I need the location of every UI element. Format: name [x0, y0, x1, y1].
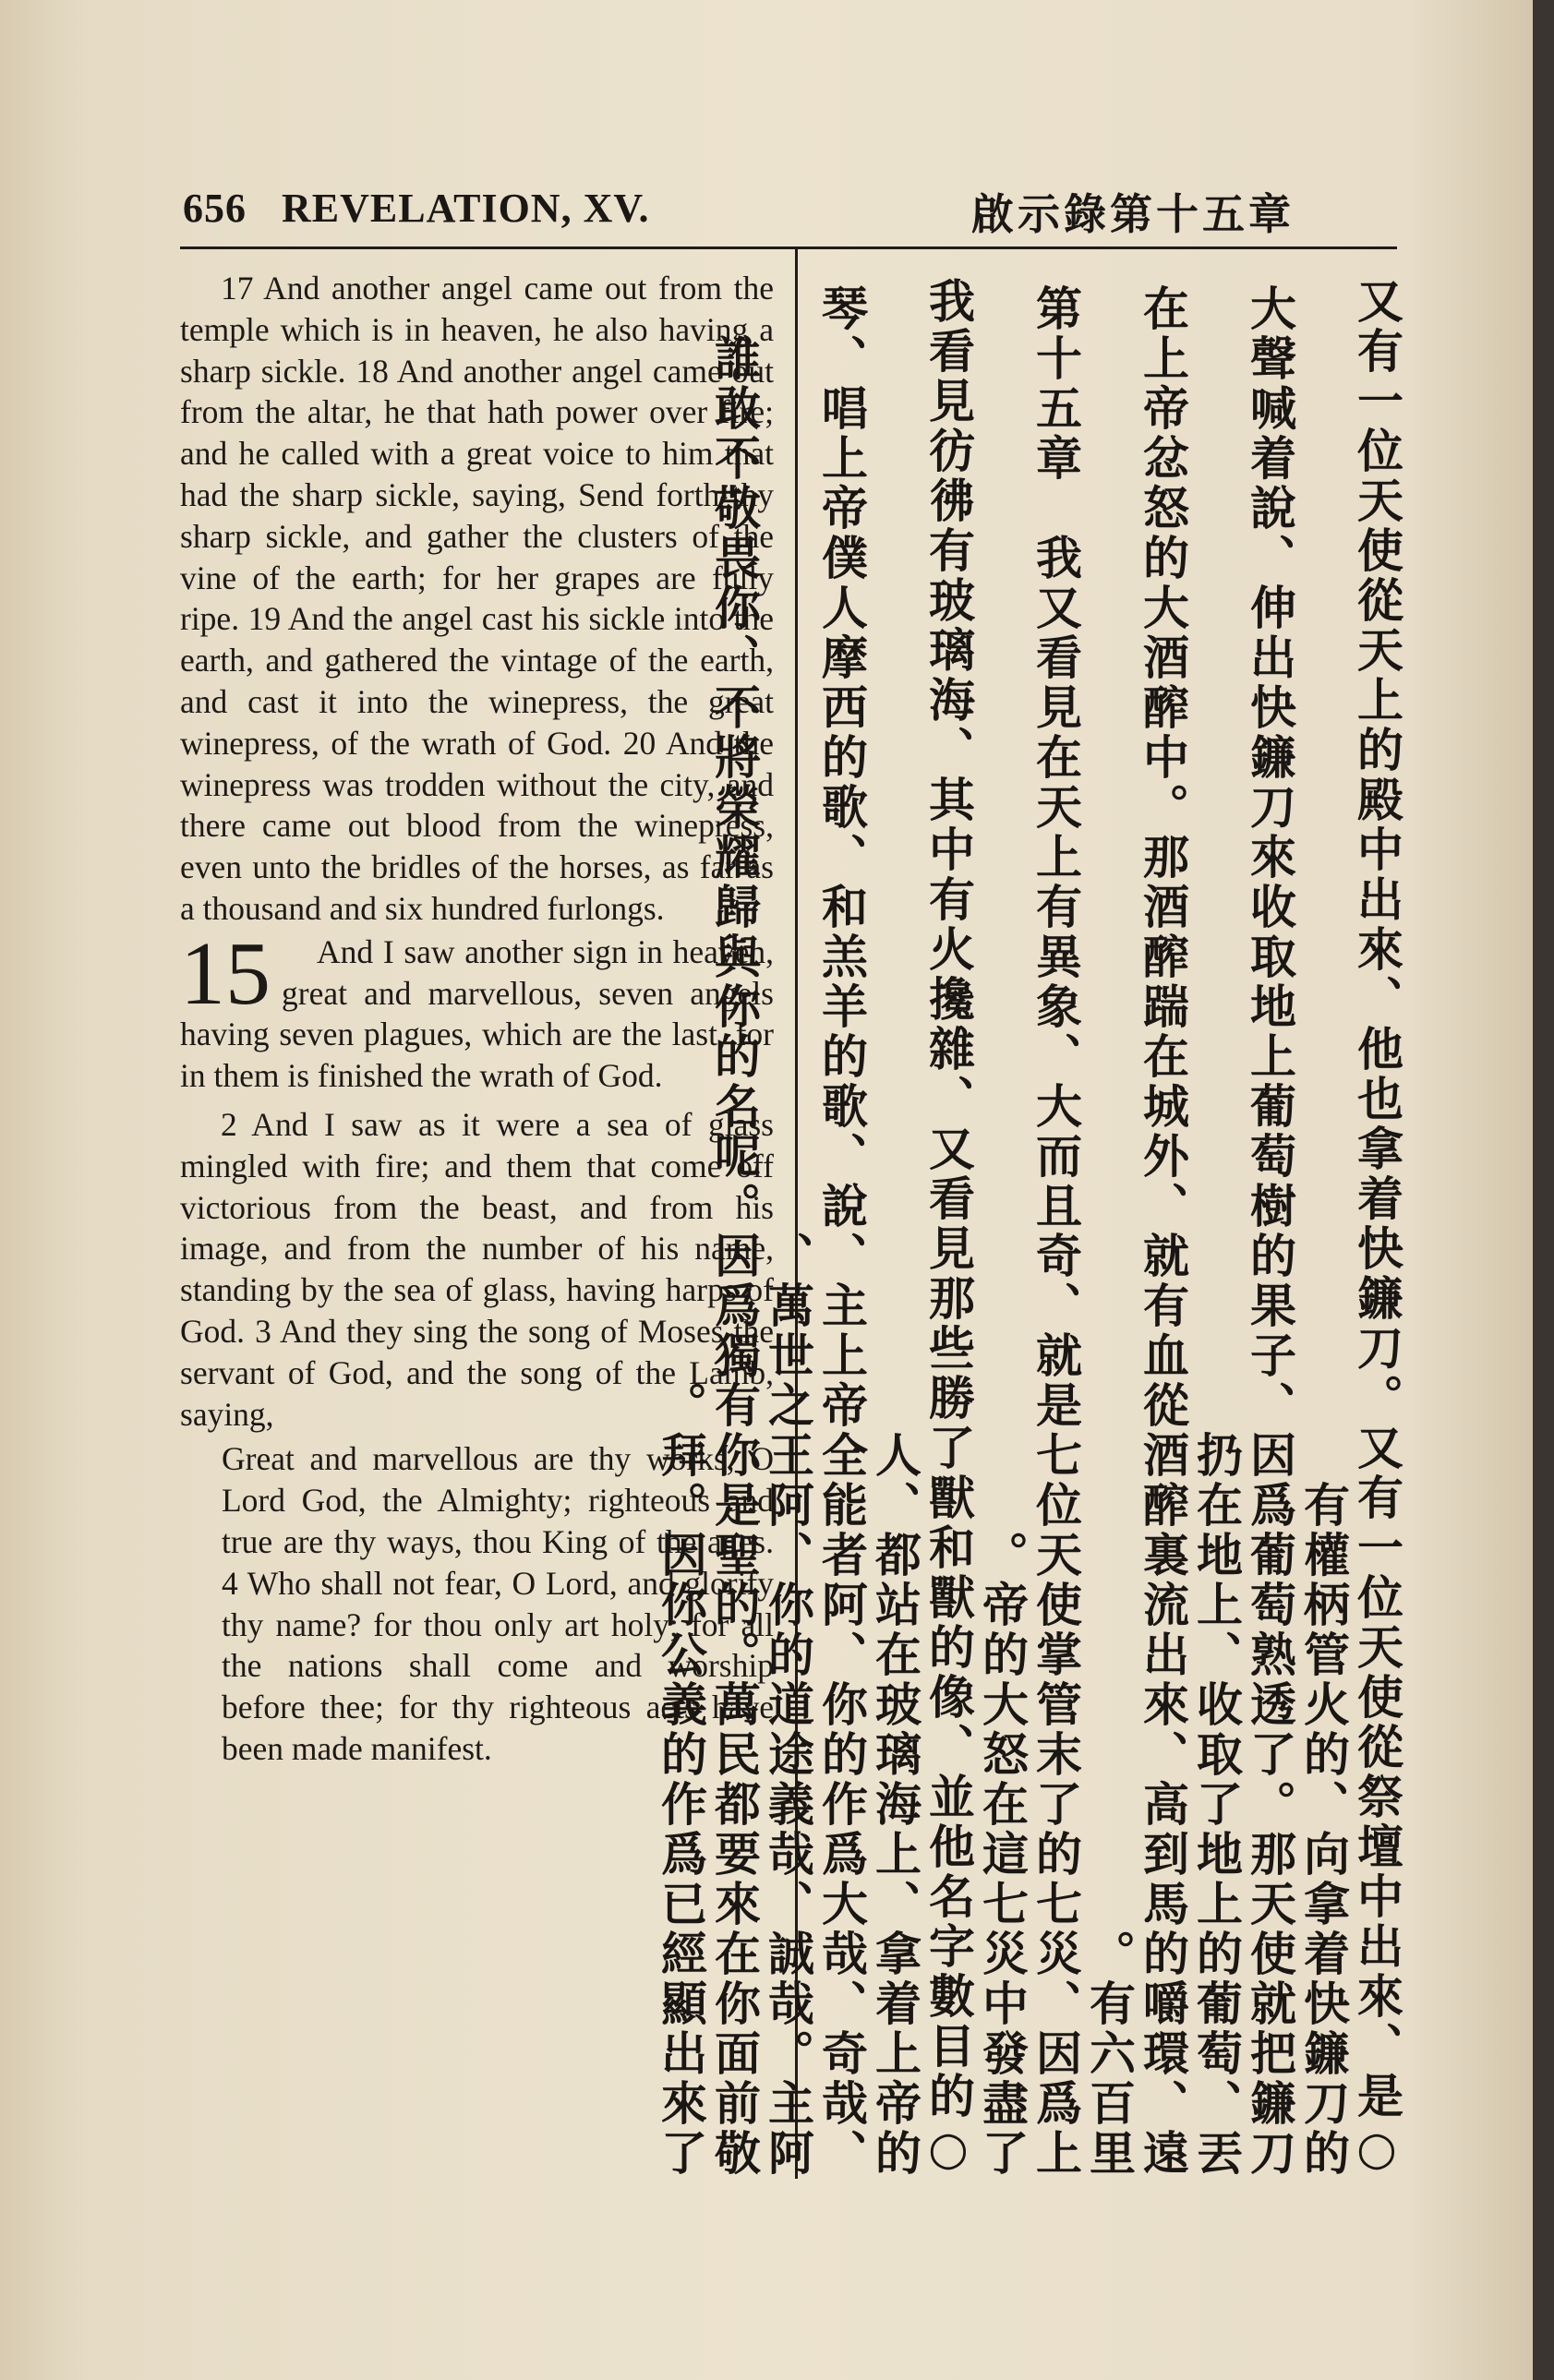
chinese-text-column: 第十五章 我又看見在天上有異象、大而且奇、就是七位天使掌管末了的七災、因爲上帝的大怒在這七災中發盡了。	[975, 284, 1082, 2179]
chapter-number: 15	[180, 923, 271, 1024]
page-number: 656	[183, 186, 247, 231]
page-header-english	[183, 185, 649, 232]
chinese-text-column: 誰敢不敬畏你、不將榮耀歸與你的名呢。因爲獨有你是聖的。萬民都要來在你面前敬拜。因你公義的作爲已經顯出來了。	[654, 334, 761, 2179]
english-paragraph: 2 And I saw as it were a sea of glass mingled with fire; and them that come off victorious from the beast, and from his image, and from the number of his name, standing by the sea of glass, having harps of God. 3 And they sing the song of Moses the servant of God, and the song of the Lamb, saying,	[180, 1105, 774, 1433]
running-title-chinese: 啟示錄第十五章	[971, 189, 1295, 239]
chinese-text-column: 在上帝忿怒的大酒醡中。那酒醡踹在城外、就有血從酒醡裏流出來、高到馬的嚼環、遠有六百里。	[1082, 284, 1189, 2179]
english-paragraph: And I saw another sign in heaven, great and marvellous, seven angels having seven plagues, which are the last, for in them is finished the wrath of God.	[180, 932, 774, 1095]
chinese-text-column: 大聲喊着說、伸出快鐮刀來收取地上葡萄樹的果子、因爲葡萄熟透了。那天使就把鐮刀扔在地上、收取了地上的葡萄、丟	[1189, 284, 1296, 2179]
chinese-text-column: ○我看見彷彿有玻璃海、其中有火攙雜、又看見那些勝了獸和獸的像、並他名字數目的人、都站在玻璃海上、拿着上帝的	[868, 277, 975, 2179]
english-paragraph: 17 And another angel came out from the temple which is in heaven, he also having a sharp sickle. 18 And another angel came out from the altar, he that hath power over fire; and he called with a great voice to him that had the sharp sickle, saying, Send forth thy sharp sickle, and gather the clusters of the vine of the earth; for her grapes are fully ripe. 19 And the angel cast his sickle into the earth, and gathered the vintage of the earth, and cast it into the winepress, the great winepress, of the wrath of God. 20 And the winepress was trodden without the city, and there came out blood from the winepress, even unto the bridles of the horses, as far as a thousand and six hundred furlongs.	[180, 270, 774, 927]
running-title-english: REVELATION, XV.	[282, 186, 650, 231]
chinese-column	[654, 268, 1403, 2188]
chinese-text-column: 琴、唱上帝僕人摩西的歌、和羔羊的歌、說、主上帝全能者阿、你的作爲大哉、奇哉、萬世之王阿、你的道途義哉、誠哉。主阿、	[761, 284, 868, 2179]
header-rule	[180, 246, 1397, 249]
chinese-text-column: ○又有一位天使從天上的殿中出來、他也拿着快鐮刀。又有一位天使從祭壇中出來、是有權柄管火的、向拿着快鐮刀的	[1296, 277, 1403, 2179]
song-verse: Great and marvellous are thy works, O Lord God, the Almighty; righteous and true are thy ways, thou King of the ages. 4 Who shall not fear, O Lord, and glorify thy name? for thou only art holy; for all the nations shall come and worship before thee; for thy righteous acts have been made manifest.	[222, 1440, 774, 1767]
